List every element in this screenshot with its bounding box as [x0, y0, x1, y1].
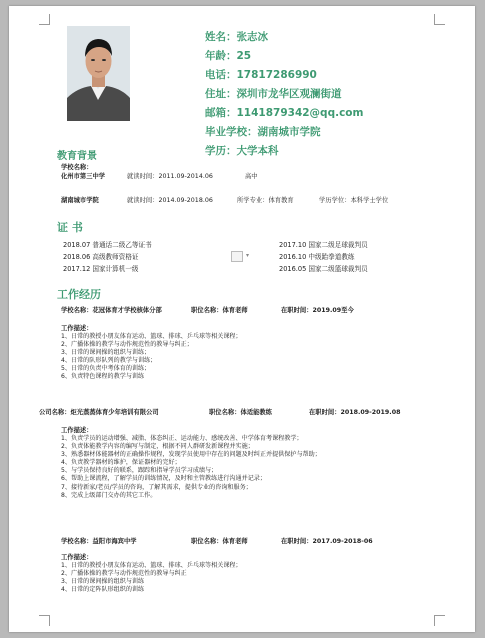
education-level-1: 高中: [245, 173, 258, 180]
margin-mark-bottom-left: [39, 615, 50, 626]
education-period-2: 就读时间：2014.09-2018.06: [127, 197, 213, 204]
job3-company: 学校名称：益阳市海宾中学: [61, 538, 137, 545]
job2-duties: [61, 435, 321, 500]
job1-time: 在职时间：2019.09至今: [281, 307, 354, 314]
job1-duty-3: 3、日常的课间操的组织与训练；: [61, 349, 151, 357]
education-school-2: 湖南城市学院: [61, 197, 99, 204]
job3-duty-label: 工作描述：: [61, 554, 93, 561]
job1-position: 职位名称：体育老师: [191, 307, 248, 314]
job3-time: 在职时间：2017.09-2018-06: [281, 538, 373, 545]
job3-duty-3: 3、日常的课间操的组织与训练: [61, 578, 145, 586]
cert-left-3: 2017.12 国家计算机一级: [63, 265, 139, 273]
profile-photo: [67, 26, 130, 121]
job1-duty-5: 5、日常的负责中考体育的训练；: [61, 365, 151, 373]
certificates-heading: 证 书: [57, 221, 83, 234]
cert-left-1: 2018.07 普通话二级乙等证书: [63, 241, 152, 249]
job2-duty-2: 2、负责体能教学内容的编写与制定，根据不同人群研发新课程并实施；: [61, 443, 254, 451]
job2-duty-4: 4、负责教学器材的维护，保证器材的完好；: [61, 459, 181, 467]
margin-mark-top-right: [434, 14, 445, 25]
job3-position: 职位名称：体育老师: [191, 538, 248, 545]
job2-duty-1: 1、负责学员的运动增强、减脂、体态纠正、运动能力、感统改善、中学体育考课程教学；: [61, 435, 303, 442]
job1-duty-6: 6、负责特色课程的教学与训练: [61, 373, 145, 381]
personal-info: [205, 28, 363, 161]
education-school-1: 化州市第三中学: [61, 173, 106, 180]
cert-right-3: 2016.05 国家二级篮球裁判员: [279, 265, 368, 273]
job2-duty-5: 5、与学员保持良好的联系，跟踪和指导学员学习成绩与；: [61, 467, 218, 475]
phone-line: 电话：17817286990: [205, 69, 317, 81]
job2-duty-3: 3、熟悉器材体能器材的正确操作规程，发现学员使用中存在的问题及时纠正并提供保护与帮助；: [61, 451, 321, 459]
job3-duty-4: 4、日常的定阵队形组织的训练: [61, 586, 145, 594]
job3-duty-1: 1、日常的教授小朋友体育运动、篮球、排球、乒乓球等相关课程；: [61, 562, 242, 569]
chevron-down-icon[interactable]: ▾: [246, 252, 250, 259]
degree-line: 学历：大学本科: [205, 145, 279, 157]
school-line: 毕业学校：湖南城市学院: [205, 126, 321, 138]
job1-duty-1: 1、日常的教授小朋友体育运动、篮球、排球、乒乓球等相关课程；: [61, 333, 242, 340]
job1-company: 学校名称：花冠体育才学校核体分部: [61, 307, 162, 314]
work-heading: 工作经历: [57, 288, 101, 301]
job2-duty-8: 8、完成上级部门交办的其它工作。: [61, 491, 157, 499]
job1-duty-label: 工作描述：: [61, 325, 93, 332]
job1-duties: [61, 333, 242, 382]
job3-duty-2: 2、广播体操的教学与动作规范性的教导与纠正: [61, 570, 187, 578]
name-line: 姓名：张志冰: [205, 31, 268, 43]
paste-options-icon[interactable]: [231, 251, 243, 262]
cert-right-1: 2017.10 国家二级足球裁判员: [279, 241, 368, 249]
job3-duties: [61, 562, 242, 594]
job2-company: 公司名称：炬光蒸蒸体育少年培训有限公司: [39, 409, 159, 416]
education-major-2: 所学专业：体育教育: [237, 197, 294, 204]
education-period-1: 就读时间：2011.09-2014.06: [127, 173, 213, 180]
job1-duty-4: 4、日常的队形队列的教学与训练；: [61, 357, 157, 365]
address-line: 住址：深圳市龙华区观澜街道: [205, 88, 342, 100]
job1-duty-2: 2、广播体操的教学与动作规范性的教导与纠正；: [61, 341, 193, 349]
job2-position: 职位名称：体适能教练: [209, 409, 272, 416]
cert-right-2: 2016.10 中级跆拳道教练: [279, 253, 355, 261]
job2-duty-7: 7、接待新家/老员/学员的咨询，了解其需求，提供专业的咨询和服务；: [61, 483, 252, 491]
age-line: 年龄：25: [205, 50, 252, 62]
education-degree-2: 学历学位：本科学士学位: [319, 197, 389, 204]
job2-duty-6: 6、帮助上课流程，了解学员的训练情况，及时和主管教练进行沟通并记录；: [61, 475, 266, 483]
job2-time: 在职时间：2018.09-2019.08: [309, 409, 401, 416]
email-line: 邮箱：1141879342@qq.com: [205, 107, 364, 119]
education-heading: 教育背景: [57, 151, 97, 162]
resume-page: [9, 6, 475, 632]
education-school-label: 学校名称：: [61, 164, 93, 171]
cert-left-2: 2018.06 高级教师资格证: [63, 253, 139, 261]
margin-mark-top-left: [39, 14, 50, 25]
job2-duty-label: 工作描述：: [61, 427, 93, 434]
margin-mark-bottom-right: [434, 615, 445, 626]
